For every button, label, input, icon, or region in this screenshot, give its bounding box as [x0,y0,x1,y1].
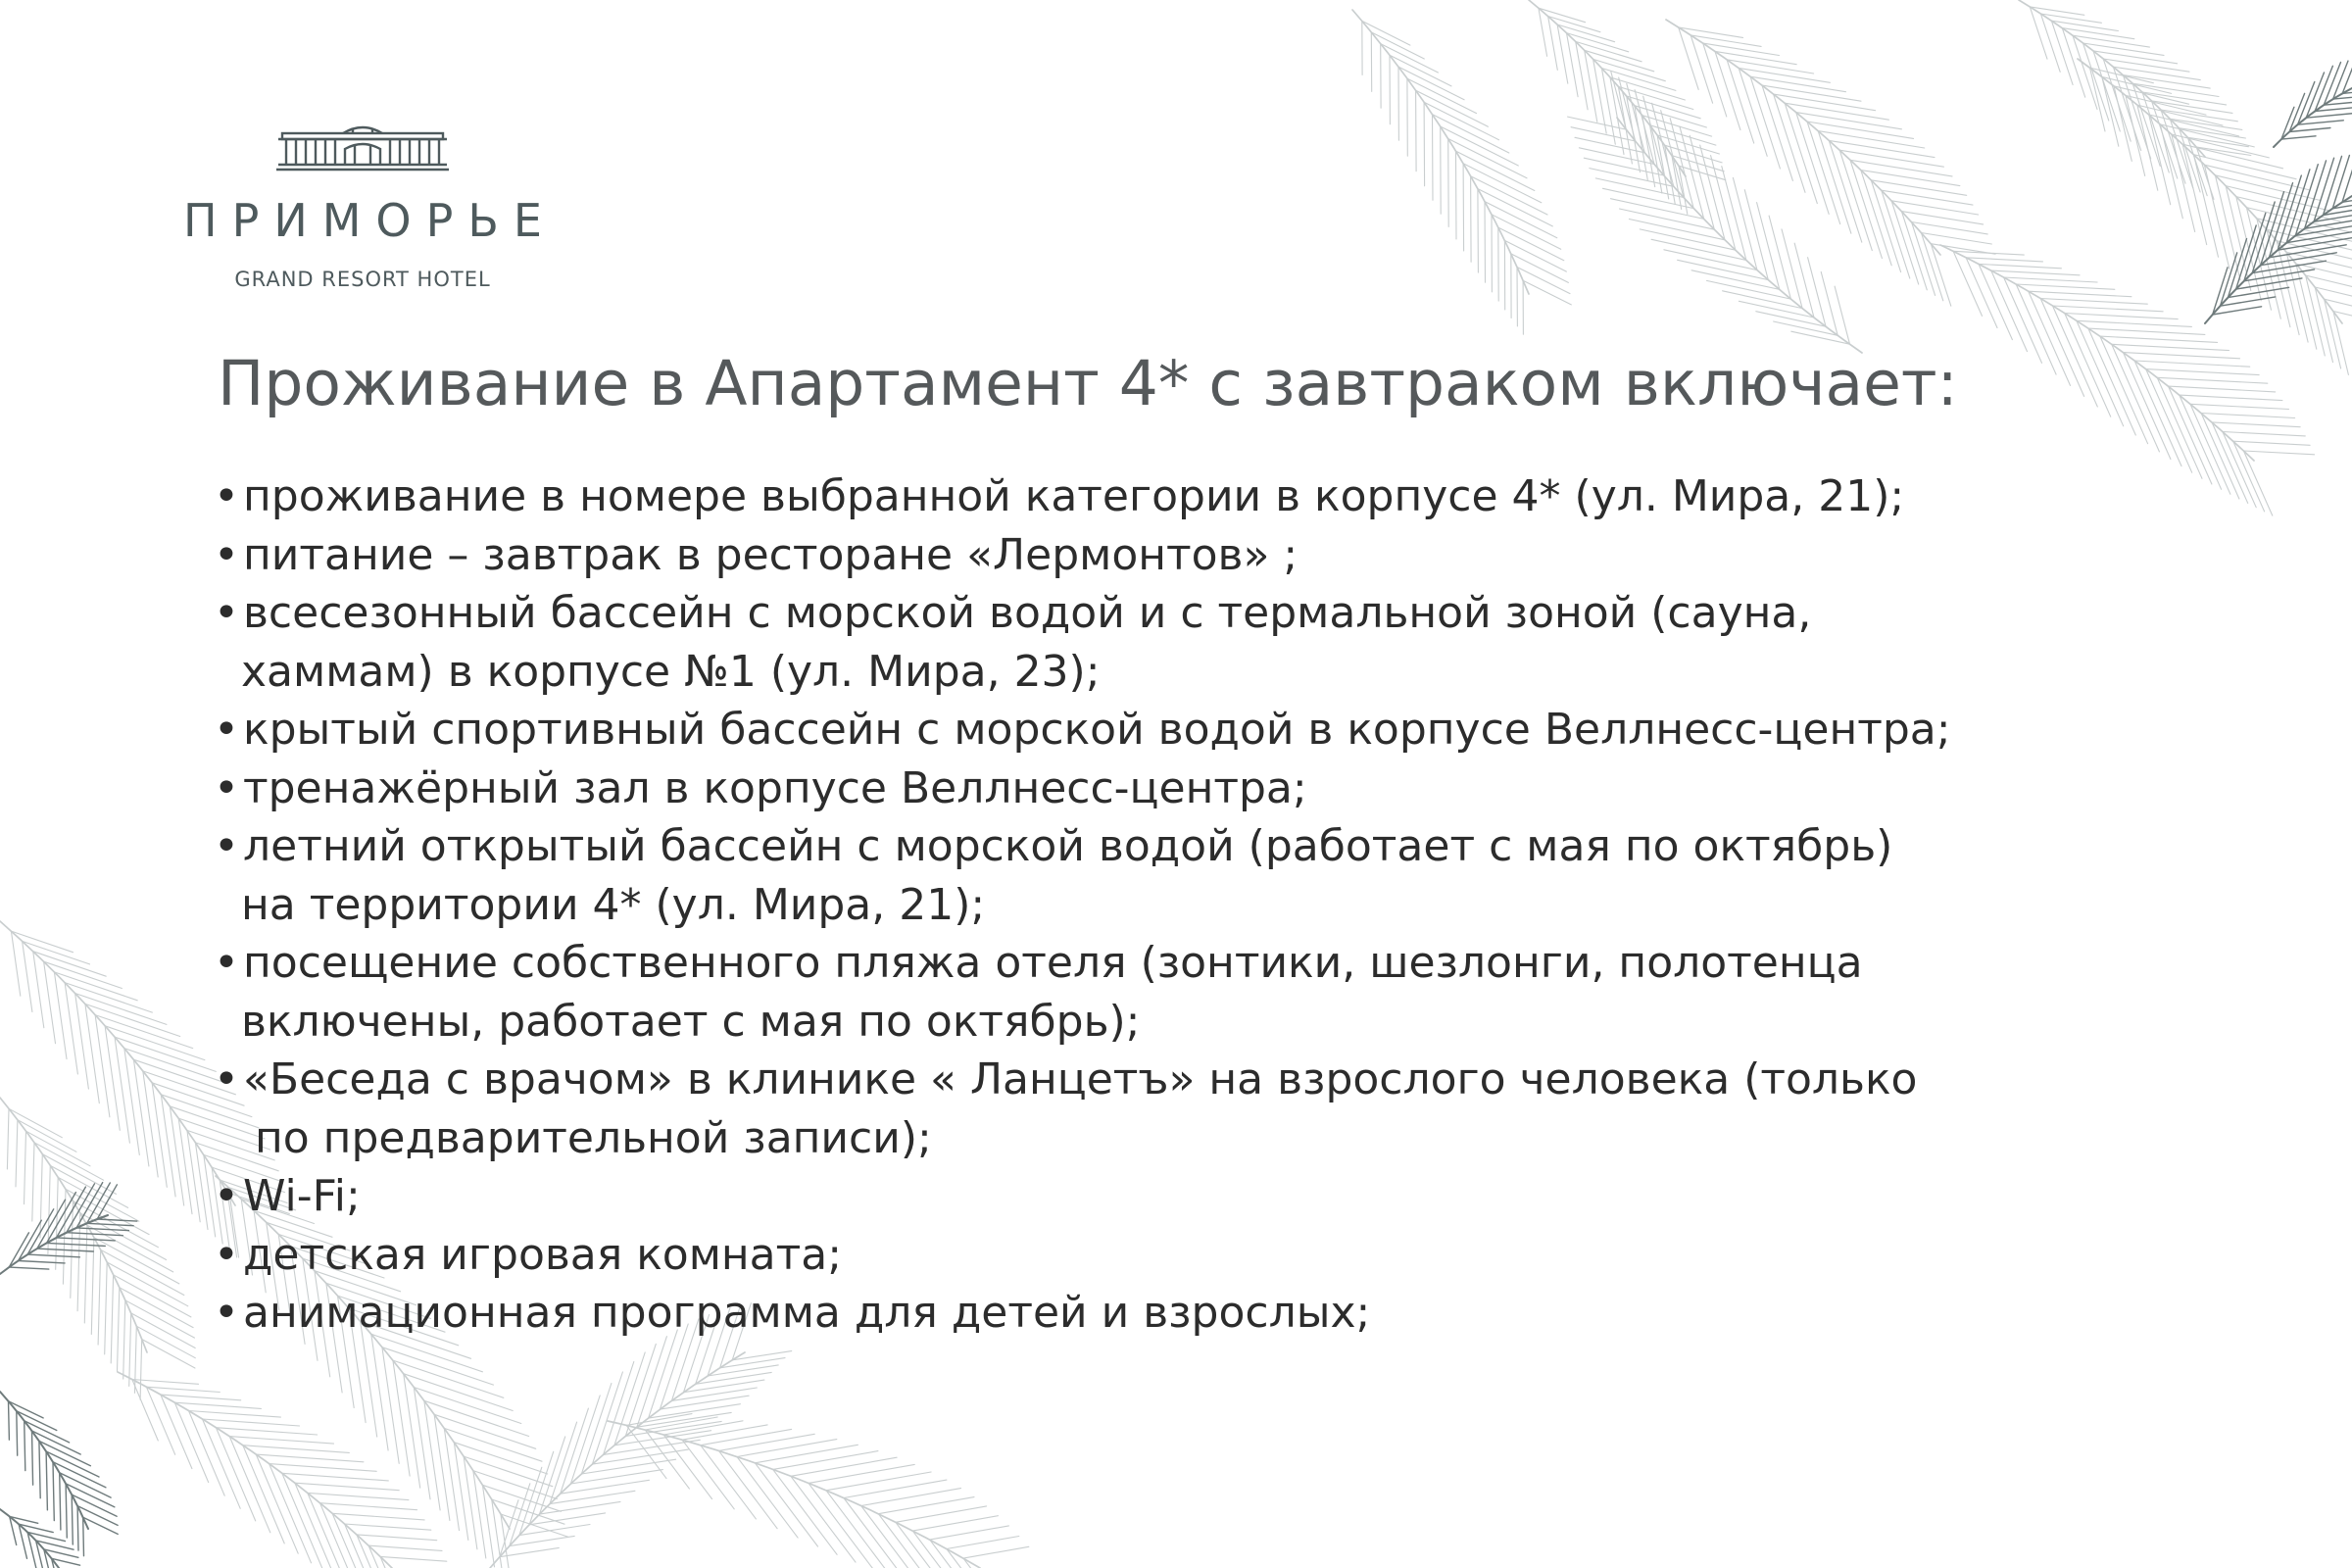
bullet: • [214,588,239,638]
list-item [214,1226,2252,1285]
services-list [214,467,2252,1343]
bullet: • [214,821,239,871]
list-item-text [214,1051,2252,1109]
list-item [214,1051,2252,1167]
list-item [214,934,2252,1051]
list-item-label: всесезонный бассейн с морской водой и с термальной зоной (сауна, [243,588,1812,638]
list-item [214,467,2252,526]
list-item-text [214,1284,2252,1343]
list-item-continuation: на территории 4* (ул. Мира, 21); [241,879,986,930]
list-item-label: анимационная программа для детей и взрослых; [243,1288,1371,1338]
bullet: • [214,1054,239,1104]
list-item [214,817,2252,934]
list-item-label: питание – завтрак в ресторане «Лермонтов» ; [243,529,1298,580]
list-item [214,760,2252,818]
page-title: Проживание в Апартамент 4* с завтраком включает: [218,348,1958,419]
list-item-label: Wi-Fi; [243,1171,361,1221]
list-item [214,1167,2252,1226]
bullet: • [214,471,239,521]
list-item-text [214,467,2252,526]
bullet: • [214,1288,239,1338]
hotel-subtitle: GRAND RESORT HOTEL [234,268,491,291]
list-item-label: тренажёрный зал в корпусе Веллнесс-центра; [243,762,1307,813]
list-item [214,701,2252,760]
list-item-label: проживание в номере выбранной категории в корпусе 4* (ул. Мира, 21); [243,471,1905,521]
list-item-text [214,1226,2252,1285]
list-item [214,526,2252,585]
list-item-continuation: по предварительной записи); [255,1112,932,1163]
list-item-label: крытый спортивный бассейн с морской водой в корпусе Веллнесс-центра; [243,705,1951,755]
list-item-continuation: включены, работает с мая по октябрь); [241,996,1141,1047]
list-item-label: детская игровая комната; [243,1229,843,1280]
list-item [214,584,2252,701]
list-item-text [214,701,2252,760]
list-item-text [214,584,2252,643]
hotel-name: ПРИМОРЬЕ [183,194,557,247]
colonnade-building-icon [274,120,451,174]
hotel-logo [137,120,588,292]
bullet: • [214,705,239,755]
list-item-text [214,526,2252,585]
list-item-text [214,934,2252,993]
list-item-continuation: хаммам) в корпусе №1 (ул. Мира, 23); [241,646,1101,697]
list-item-text [214,1167,2252,1226]
list-item [214,1284,2252,1343]
bullet: • [214,762,239,813]
bullet: • [214,938,239,988]
list-item-text [214,760,2252,818]
bullet: • [214,529,239,580]
list-item-text [214,817,2252,876]
list-item-label: посещение собственного пляжа отеля (зонтики, шезлонги, полотенца [243,938,1863,988]
bullet: • [214,1171,239,1221]
list-item-label: летний открытый бассейн с морской водой (работает с мая по октябрь) [243,821,1893,871]
list-item-label: «Беседа с врачом» в клинике « Ланцетъ» на взрослого человека (только [243,1054,1918,1104]
bullet: • [214,1229,239,1280]
